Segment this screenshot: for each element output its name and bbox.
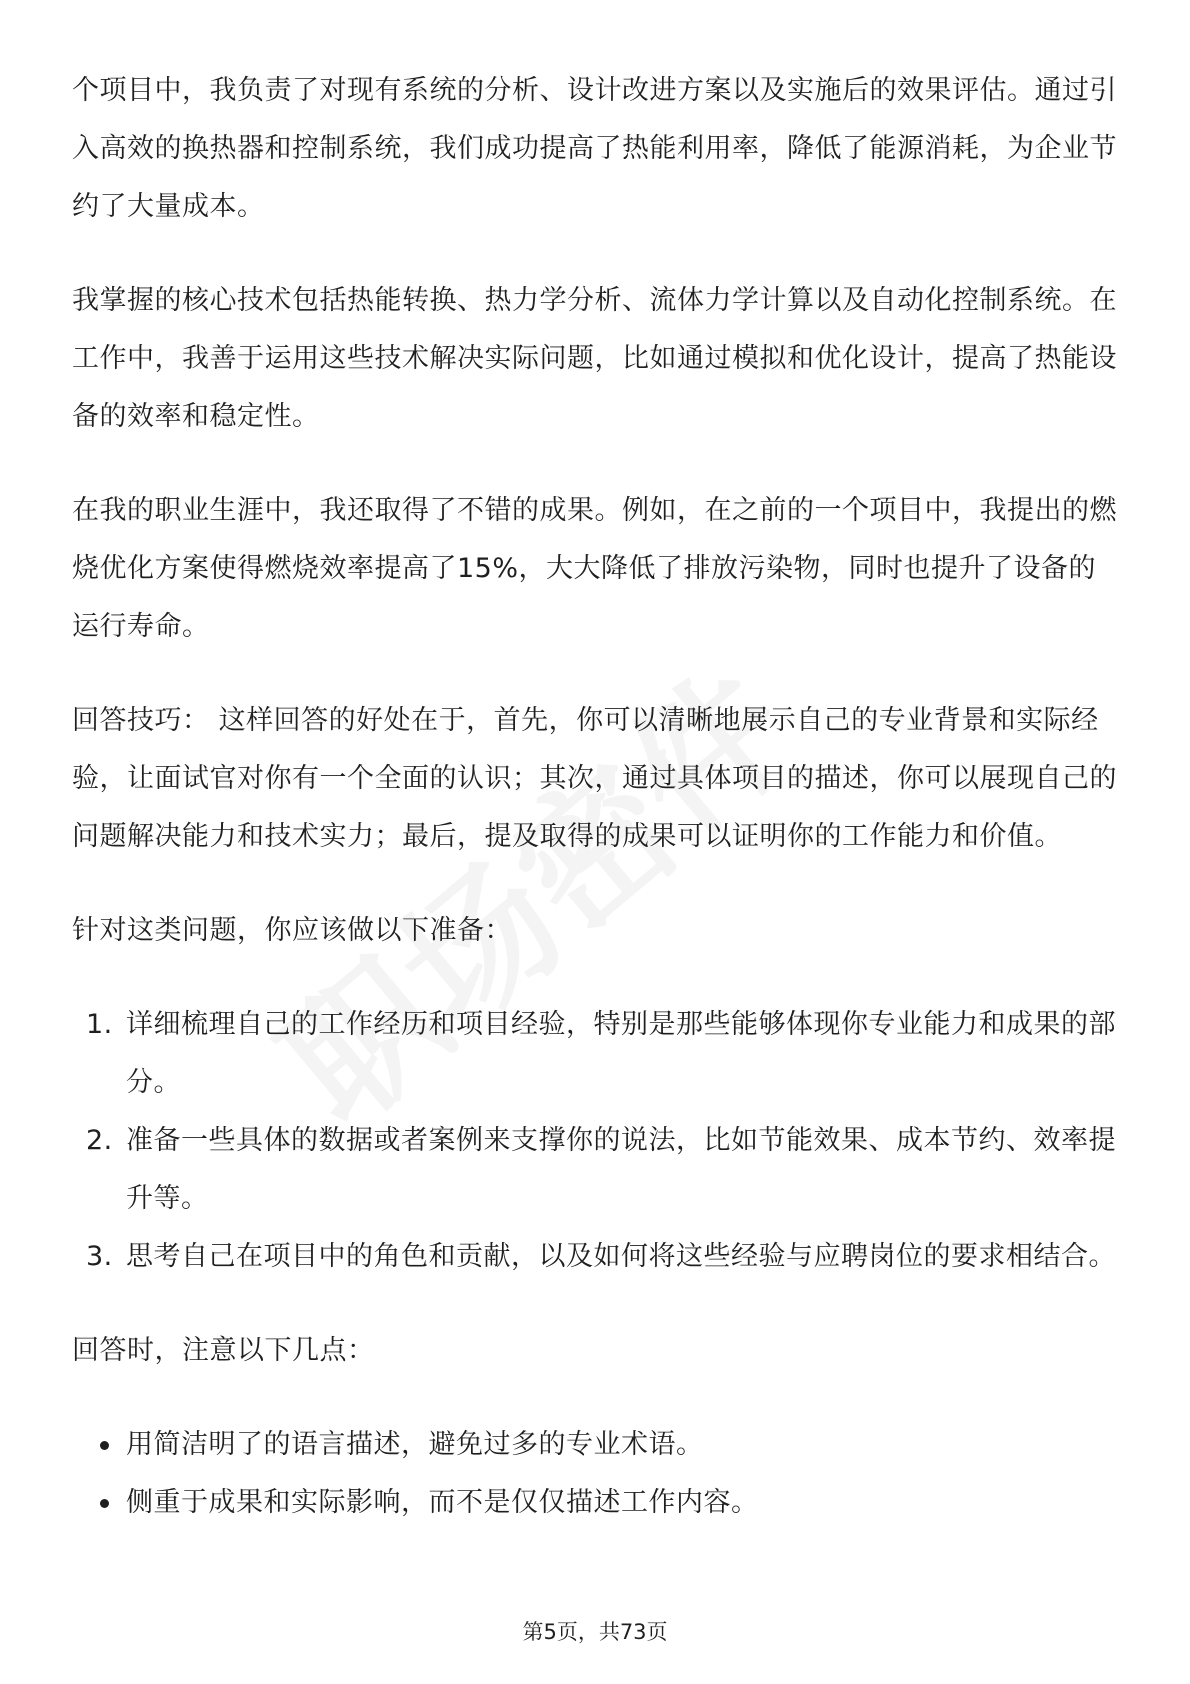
paragraph-core-skills: 我掌握的核心技术包括热能转换、热力学分析、流体力学计算以及自动化控制系统。在工作中，我善于运用这些技术解决实际问题，比如通过模拟和优化设计，提高了热能设备的效率和稳定性。 (72, 285, 1117, 432)
list-number: 1. (86, 1009, 113, 1040)
list-item-text: 侧重于成果和实际影响，而不是仅仅描述工作内容。 (126, 1487, 759, 1518)
prep-list (72, 996, 1122, 1286)
list-item-text: 用简洁明了的语言描述，避免过多的专业术语。 (126, 1429, 704, 1460)
list-item (72, 1416, 1122, 1474)
list-number: 2. (86, 1125, 113, 1156)
document-body (72, 62, 1122, 1568)
bullet-icon (100, 1441, 109, 1450)
list-item (72, 1228, 1122, 1286)
bullet-icon (100, 1499, 109, 1508)
list-item-text: 准备一些具体的数据或者案例来支撑你的说法，比如节能效果、成本节约、效率提升等。 (126, 1125, 1116, 1214)
paragraph-notes-intro: 回答时，注意以下几点： (72, 1335, 375, 1366)
notes-list (72, 1416, 1122, 1532)
list-number: 3. (86, 1241, 113, 1272)
paragraph-project-summary: 个项目中，我负责了对现有系统的分析、设计改进方案以及实施后的效果评估。通过引入高效的换热器和控制系统，我们成功提高了热能利用率，降低了能源消耗，为企业节约了大量成本。 (72, 75, 1117, 222)
paragraph-answer-tips: 回答技巧： 这样回答的好处在于，首先，你可以清晰地展示自己的专业背景和实际经验，让面试官对你有一个全面的认识；其次，通过具体项目的描述，你可以展现自己的问题解决能力和技术实力；最后，提及取得的成果可以证明你的工作能力和价值。 (72, 705, 1117, 852)
list-item-text: 详细梳理自己的工作经历和项目经验，特别是那些能够体现你专业能力和成果的部分。 (126, 1009, 1116, 1098)
page-footer: 第5页，共73页 (522, 1620, 668, 1644)
paragraph-achievements: 在我的职业生涯中，我还取得了不错的成果。例如，在之前的一个项目中，我提出的燃烧优化方案使得燃烧效率提高了15%，大大降低了排放污染物，同时也提升了设备的运行寿命。 (72, 495, 1117, 642)
list-item (72, 996, 1122, 1112)
list-item (72, 1112, 1122, 1228)
paragraph-prep-intro: 针对这类问题，你应该做以下准备： (72, 915, 512, 946)
list-item-text: 思考自己在项目中的角色和贡献，以及如何将这些经验与应聘岗位的要求相结合。 (126, 1241, 1116, 1272)
list-item (72, 1474, 1122, 1532)
